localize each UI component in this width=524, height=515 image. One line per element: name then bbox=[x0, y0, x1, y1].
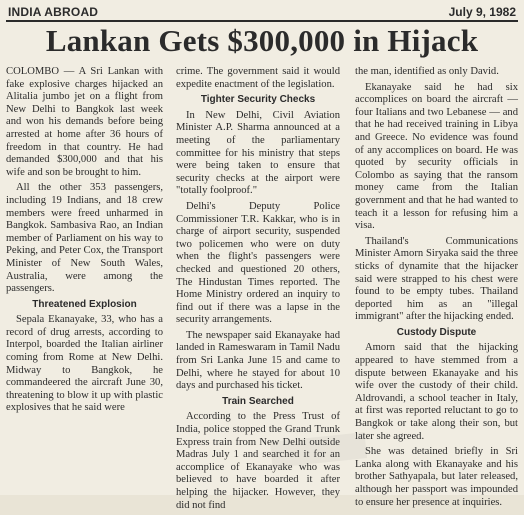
paragraph: She was detained briefly in Sri Lanka along with Ekanayake and his brother Sathyapala, but later released, although her passport was impounded to ensure her presence at inquiries. bbox=[355, 446, 518, 508]
paragraph: All the other 353 passengers, including 19 Indians, and 18 crew members were freed unharmed in Bangkok. Sambasiva Rao, an Indian member of Parliament on his way to Peking, and Peter Cox, the Transport Minister of New South Wales, Australia, were among the passengers. bbox=[6, 182, 163, 295]
paragraph: crime. The government said it would expedite enactment of the legislation. bbox=[176, 66, 340, 90]
subheading: Tighter Security Checks bbox=[200, 94, 316, 106]
subheading: Train Searched bbox=[222, 395, 294, 407]
paragraph: Ekanayake said he had six accomplices on board the aircraft — four Italians and two Lebanese — and that he had received training in Libya and Greece. No evidence was found of any accomplices on board. He was quoted by security officials in Colombo as saying that the ransom money came from the Italian government and that he had wanted to teach it a lesson for refusing him a visa. bbox=[355, 81, 518, 232]
paragraph: Amorn said that the hijacking appeared to have stemmed from a dispute between Ekanayake and his wife over the custody of their child. Aldrovandi, a school teacher in Italy, at first was reported reluctant to go to Bangkok or take along their son, but later she agreed. bbox=[355, 342, 518, 442]
article-headline: Lankan Gets $300,000 in Hijack bbox=[45, 23, 479, 58]
masthead-bar bbox=[6, 4, 518, 22]
section-name: INDIA ABROAD bbox=[8, 5, 99, 19]
issue-date: July 9, 1982 bbox=[448, 5, 516, 19]
subheading: Custody Dispute bbox=[396, 326, 477, 338]
paragraph: According to the Press Trust of India, police stopped the Grand Trunk Express train from New Delhi outside Madras July 1 and searched it for an accomplice of Ekanayake who was believed to have boarded it after helping the hijacker. However, they did not find bbox=[176, 411, 340, 511]
article-column-3 bbox=[355, 66, 518, 512]
paragraph: Sepala Ekanayake, 33, who has a record of drug arrests, according to Interpol, boarded the Italian airliner coming from Rome at New Delhi. Midway to Bangkok, he commandeered the aircraft June 30, threatening to blow it up with plastic explosives that he said were bbox=[6, 314, 163, 414]
paragraph: The newspaper said Ekanayake had landed in Rameswaram in Tamil Nadu from Sri Lanka June 15 and came to Delhi, where he stayed for about 10 days and purchased his ticket. bbox=[176, 329, 340, 392]
paragraph: Delhi's Deputy Police Commissioner T.R. Kakkar, who is in charge of airport security, suspended two policemen who were on duty when the flight's passengers were checked and questioned 20 others, The Hindustan Times reported. The Home Ministry ordered an inquiry to find out if there was a lapse in the security arrangements. bbox=[176, 200, 340, 326]
paragraph: the man, identified as only David. bbox=[355, 66, 499, 77]
article-column-1 bbox=[6, 66, 163, 418]
paragraph: In New Delhi, Civil Aviation Minister A.P. Sharma announced at a meeting of the parliamentary committee for his ministry that steps were being taken to ensure that security checks at the airport were "totally foolproof." bbox=[176, 109, 340, 197]
paragraph: COLOMBO — A Sri Lankan with fake explosive charges hijacked an Alitalia jumbo jet on a flight from New Delhi to Bangkok last week and won his demands before being arrested at home after 36 hours of freedom in that country. He had demanded $300,000 and that his wife and son be brought to him. bbox=[6, 66, 163, 178]
subheading: Threatened Explosion bbox=[32, 298, 137, 310]
paragraph: Thailand's Communications Minister Amorn Siryaka said the three sticks of dynamite that the hijacker said were strapped to his chest were found to be empty tubes. Thailand deported him as an "illegal immigrant" after the hijacking ended. bbox=[355, 235, 518, 323]
